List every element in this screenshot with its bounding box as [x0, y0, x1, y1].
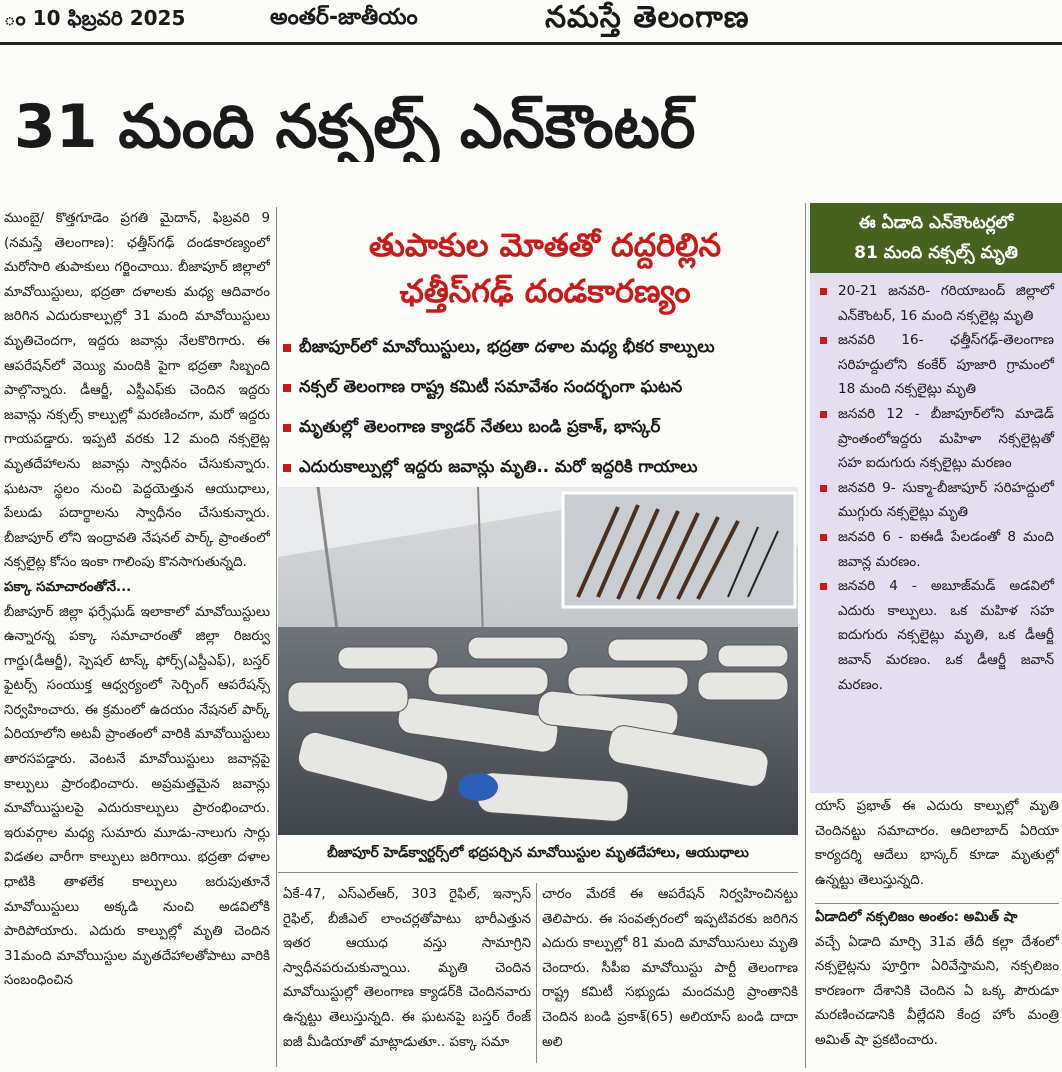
article-paragraph: బీజాపూర్ జిల్లా ఫర్సేఘడ్ ఇలాకాలో మావోయిస్టులు ఉన్నారన్న పక్కా సమాచారంతో జిల్లా రిజర్వు గార్డు(డీఆర్జీ), స్పెషల్ టాస్క్ ఫోర్స్(ఎస్టీఎఫ్), బస్తర్ ఫైటర్స్ సంయుక్త ఆధ్వర్యంలో సెర్చింగ్ ఆపరేషన్స్ నిర్వహించారు. ఈ క్రమంలో ఉదయం నేషనల్ పార్క్ ఏరియాలోని అటవీ ప్రాంతంలో వారికి మావోయిస్టులు తారసపడ్డారు. వెంటనే మావోయిస్టులు జవాన్లపై కాల్పులు ప్రారంభించారు. అప్రమత్తమైన జవాన్లు మావోయిస్టులపై ఎదురుకాల్పులు ప్రారంభించారు. ఇరువర్గాల మధ్య సుమారు మూడు-నాలుగు సార్లు విడతల వారీగా కాల్పులు జరిగాయి. భద్రతా దళాల ధాటికి తాళలేక కాల్పులు జరుపుతూనే మావోయిస్టులు అక్కడి నుంచి అడవిలోకి పారిపోయారు. ఎదురు కాల్పుల్లో మృతి చెందిన 31మంది మావోయిస్టుల మృతదేహాలతోపాటు వారికి సంబంధించిన — [4, 604, 270, 989]
issue-date: ం 10 ఫిబ్రవరి 2025 — [4, 6, 186, 30]
article-subheading: పక్కా సమాచారంతోనే... — [4, 579, 132, 595]
article-paragraph: ముంబై/ కొత్తగూడెం ప్రగతి మైదాన్, ఫిబ్రవరి 9 (నమస్తే తెలంగాణ): ఛత్తీస్‌గఢ్ దండకారణ్యంలో మరోసారి తుపాకులు గర్జించాయి. బీజాపూర్ జిల్లాలో మావోయిస్టులు, భద్రతా దళాలకు మధ్య ఆదివారం జరిగిన ఎదురుకాల్పుల్లో 31 మంది మావోయిస్టులు మృతిచెందగా, ఇద్దరు జవాన్లు నేలకొరిగారు. ఈ ఆపరేషన్‌లో వెయ్యి మందికి పైగా భద్రతా సిబ్బంది పాల్గొన్నారు. డీఆర్జీ, ఎస్టీఎఫ్‌కు చెందిన ఇద్దరు జవాన్లు నక్సల్స్ కాల్పుల్లో మరణించగా, మరో ఇద్దరు గాయపడ్డారు. ఇప్పటి వరకు 12 మంది నక్సలైట్ల మృతదేహాలను జవాన్లు స్వాధీనం చేసుకున్నారు. ఘటనా స్థలం నుంచి పెద్దయెత్తున ఆయుధాలు, పేలుడు పదార్థాలను స్వాధీనం చేసుకున్నారు. బీజాపూర్ లోని ఇంద్రావతి నేషనల్ పార్క్ ప్రాంతంలో నక్సలైట్ల కోసం ఇంకా గాలింపు కొనసాగుతున్నది. — [4, 211, 270, 571]
newspaper-masthead: నమస్తే తెలంగాణ — [545, 0, 750, 35]
bullet-square-icon — [820, 583, 827, 590]
main-headline: 31 మంది నక్సల్స్ ఎన్‌కౌంటర్ — [14, 92, 696, 162]
bullet-square-icon — [820, 288, 827, 295]
sidebar-list-item: 20-21 జనవరి- గరియాబంద్ జిల్లాలో ఎన్‌కౌంటర్, 16 మంది నక్సలైట్ల మృతి — [838, 279, 1054, 328]
sidebar-list-item: జనవరి 6 - ఐఈడీ పేలడంతో 8 మంది జవాన్ల మరణం. — [838, 525, 1054, 574]
article-paragraph: వచ్చే ఏడాది మార్చి 31వ తేదీ కల్లా దేశంలో నక్సలైట్లను పూర్తిగా ఏరివేస్తామని, నక్సలిజం కారణంగా దేశానికి చెందిన ఏ ఒక్క పౌరుడూ మరణించడానికి వీల్లేదని కేంద్ర హోం మంత్రి అమిత్ షా ప్రకటించారు. — [815, 934, 1059, 1048]
bullet-square-icon — [283, 384, 291, 392]
bullet-square-icon — [820, 337, 827, 344]
highlight-bullet: నక్సల్ తెలంగాణ రాష్ట్ర కమిటీ సమావేశం సందర్భంగా ఘటన — [283, 372, 793, 404]
highlight-bullets — [283, 332, 793, 492]
sidebar-list-item: జనవరి 12 - బీజాపూర్‌లోని మాడెడ్ ప్రాంతంలోఇద్దరు మహిళా నక్సలైట్లతో సహ ఐదుగురు నక్సలైట్లు మరణం — [838, 402, 1054, 476]
highlight-bullet: బీజాపూర్‌లో మావోయిస్టులు, భద్రతా దళాల మధ్య భీకర కాల్పులు — [283, 332, 793, 364]
section-name: అంతర్-జాతీయం — [270, 5, 418, 30]
column-divider — [276, 207, 277, 1067]
sub-headline — [290, 222, 800, 314]
sidebar-list-item: జనవరి 4 - అబూజ్‌మడ్ అడవిలో ఎదురు కాల్పులు. ఒక మహిళ సహ ఐదుగురు నక్సలైట్లు మృతి, ఒక డీఆర్జీ జవాన్ మరణం. ఒక డీఆర్జీ జవాన్ మరణం. — [838, 574, 1054, 697]
sidebar-heading-line: 81 మంది నక్సల్స్ మృతి — [854, 243, 1018, 263]
caption-divider — [278, 872, 798, 873]
encounters-sidebar — [810, 203, 1062, 793]
bullet-square-icon — [283, 464, 291, 472]
bullet-square-icon — [820, 534, 827, 541]
column-divider — [805, 203, 806, 1068]
bullet-square-icon — [283, 424, 291, 432]
bullet-square-icon — [820, 411, 827, 418]
article-divider — [815, 903, 1059, 904]
middle-column-article: చారం మేరకే ఈ ఆపరేషన్ నిర్వహించినట్టు తెలిపారు. ఈ సంవత్సరంలో ఇప్పటివరకు జరిగిన ఎదురు కాల్పుల్లో 81 మంది మావోయిసులు మృతి చెందారు. సీపీఐ మావోయిస్టు పార్టీ తెలంగాణ రాష్ట్ర కమిటీ సభ్యుడు మందమర్రి ప్రాంతానికి చెందిన బండి ప్రకాశ్(65) అలియాస్ బండి దాదా అలి — [542, 887, 798, 1050]
column-divider — [536, 883, 537, 1063]
sidebar-list-item: జనవరి 9- సుక్మా-బీజాపూర్ సరిహద్దులో ముగ్గురు నక్సలైట్లు మృతి — [838, 476, 1054, 525]
sidebar-list — [810, 273, 1062, 697]
sidebar-heading-line: ఈ ఏడాది ఎన్‌కౌంటర్లలో — [858, 213, 1014, 233]
photo-illustration — [278, 487, 798, 835]
header-divider — [0, 42, 1062, 45]
sub-headline-line: తుపాకుల మోతతో దద్దరిల్లిన — [368, 226, 722, 264]
left-column-article — [4, 207, 270, 1067]
news-photo — [278, 487, 798, 835]
highlight-bullet: మృతుల్లో తెలంగాణ క్యాడర్ నేతలు బండి ప్రకాశ్, భాస్కర్ — [283, 412, 793, 444]
sidebar-heading — [810, 203, 1062, 273]
sub-headline-line: ఛత్తీస్‌గఢ్ దండకారణ్యం — [399, 272, 691, 310]
article-subheading: ఏడాదిలో నక్సలిజం అంతం: అమిత్ షా — [815, 910, 1018, 925]
middle-column-article: ఏకే-47, ఎస్ఎల్ఆర్, 303 రైఫిల్, ఇన్సాస్ రైఫిల్, బీజీఎల్ లాంచర్లతోపాటు భారీఎత్తున ఇతర ఆయుధ వస్తు సామాగ్రిని స్వాధీనపరుచుకున్నాయి. మృతి చెందిన మావోయిస్టుల్లో తెలంగాణ క్యాడర్‌కి చెందినవారు ఉన్నట్టు తెలుస్తున్నది. ఈ ఘటనపై బస్తర్ రేంజ్ ఐజీ మీడియాతో మాట్లాడుతూ.. పక్కా సమా — [283, 887, 531, 1050]
photo-caption: బీజాపూర్ హెడ్‌క్వార్టర్స్‌లో భద్రపర్చిన మావోయిస్టుల మృతదేహాలు, ఆయుధాలు — [327, 845, 749, 861]
right-column-article — [815, 906, 1059, 1066]
bullet-square-icon — [283, 344, 291, 352]
sidebar-list-item: జనవరి 16- ఛత్తీస్‌గఢ్-తెలంగాణ సరిహద్దులోని కంకేర్ పూజారి గ్రామంలో 18 మంది నక్సలైట్లు మృతి — [838, 328, 1054, 402]
bullet-square-icon — [820, 485, 827, 492]
highlight-bullet: ఎదురుకాల్పుల్లో ఇద్దరు జవాన్లు మృతి.. మరో ఇద్దరికి గాయాలు — [283, 452, 793, 484]
right-column-article: యాస్ ప్రభాత్ ఈ ఎదురు కాల్పుల్లో మృతి చెందినట్టు సమాచారం. ఆదిలాబాద్ ఏరియా కార్యదర్శి ఆదేలు భాస్కర్ కూడా మృతుల్లో ఉన్నట్టు తెలుస్తున్నది. — [815, 799, 1059, 888]
